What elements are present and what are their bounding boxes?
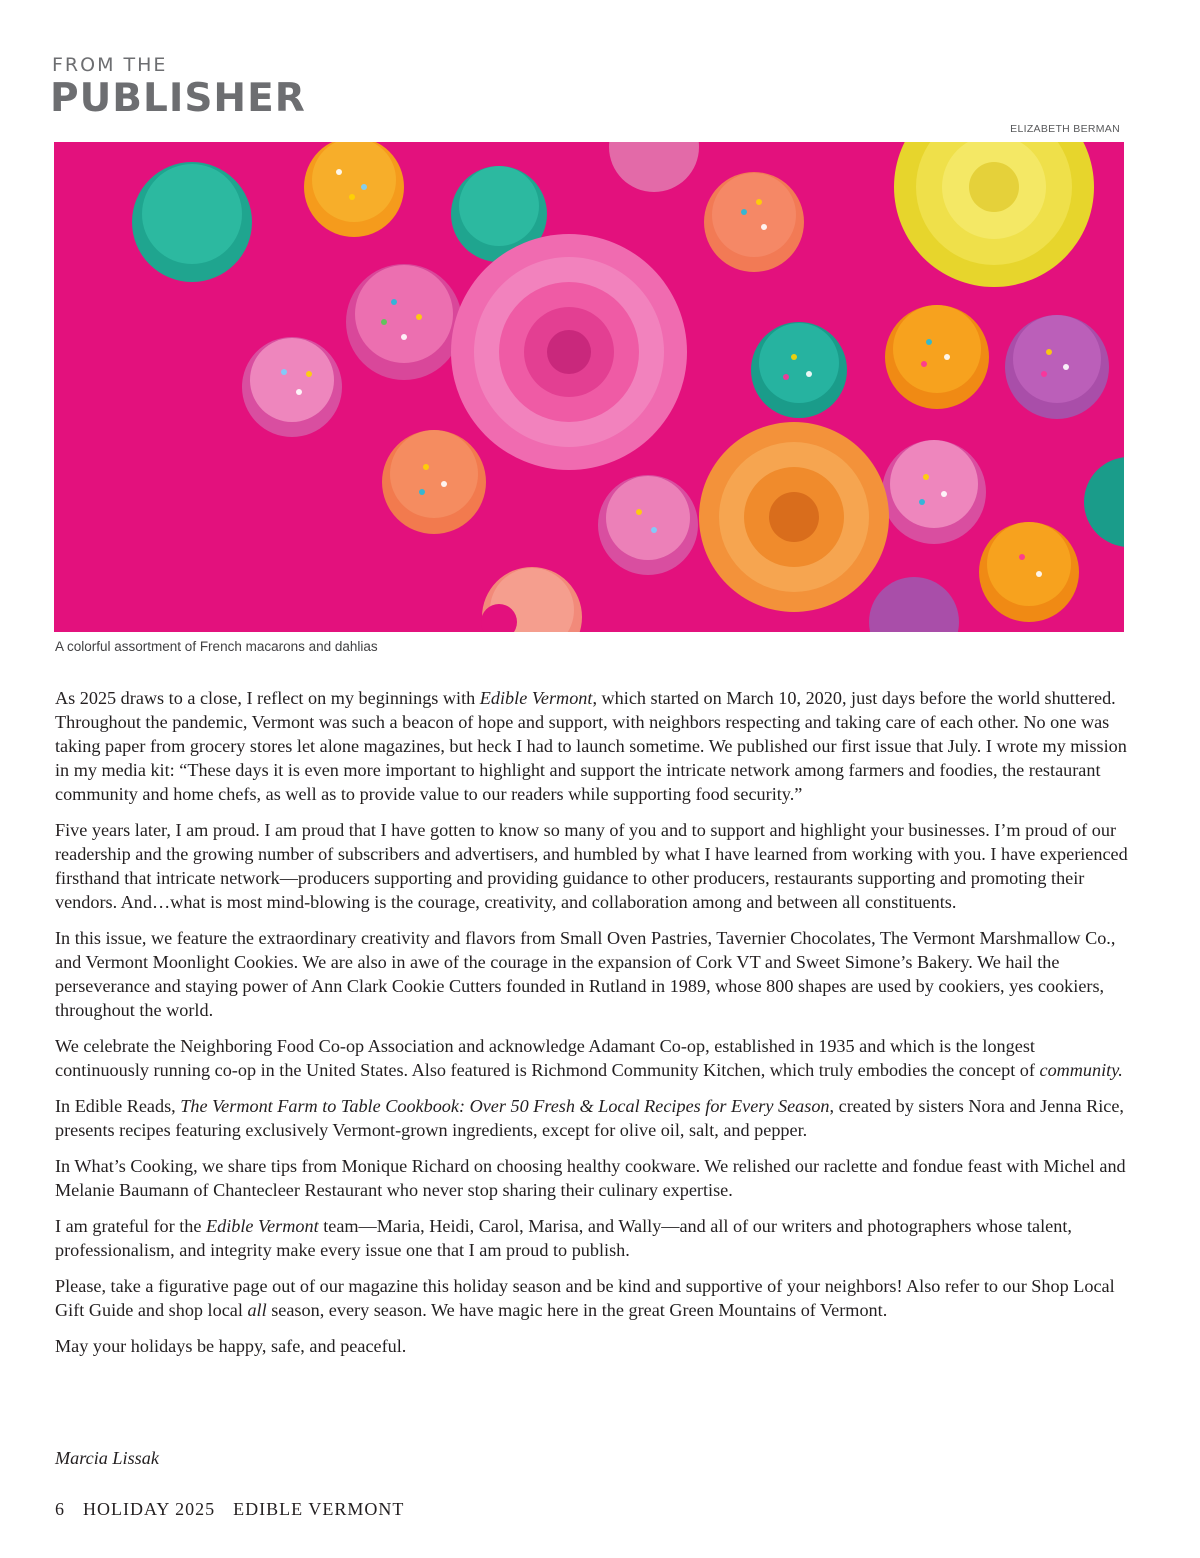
macarons-dahlias-photo [54, 142, 1124, 632]
photo-caption: A colorful assortment of French macarons and dahlias [55, 639, 378, 654]
paragraph-3: In this issue, we feature the extraordinary creativity and flavors from Small Oven Pastries, Tavernier Chocolates, The Vermont Marshmallow Co., and Vermont Moonlight Cookies. We are also in awe of the courage in the expansion of Cork VT and Sweet Simone’s Bakery. We hail the perseverance and staying power of Ann Clark Cookie Cutters founded in Rutland in 1989, whose 800 shapes are used by cookiers, yes cookiers, throughout the world. [55, 928, 1116, 1020]
macaron-orange-3 [382, 430, 486, 534]
page-number: 6 [55, 1499, 65, 1519]
paragraph-6: In What’s Cooking, we share tips from Monique Richard on choosing healthy cookware. We relished our raclette and fondue feast with Michel and Melanie Baumann of Chantecleer Restaurant who never stop sharing their culinary expertise. [55, 1156, 1126, 1200]
macaron-teal-1 [132, 162, 252, 282]
issue-label: HOLIDAY 2025 [83, 1499, 216, 1519]
paragraph-2: Five years later, I am proud. I am proud that I have gotten to know so many of you and to support and highlight your businesses. I’m proud of our readership and the growing number of subscribers and advertisers, and humbled by what I have learned from working with you. I have experienced firsthand that intricate network—producers supporting and providing guidance to other producers, restaurants supporting and promoting their vendors. And…what is most mind-blowing is the courage, creativity, and collaboration among and between all constituents. [55, 820, 1128, 912]
paragraph-7: I am grateful for the Edible Vermont team—Maria, Heidi, Carol, Marisa, and Wally—and all of our writers and photographers whose talent, professionalism, and integrity make every issue one that I am proud to publish. [55, 1216, 1072, 1260]
paragraph-5: In Edible Reads, The Vermont Farm to Table Cookbook: Over 50 Fresh & Local Recipes for Every Season, created by sisters Nora and Jenna Rice, presents recipes featuring exclusively Vermont-grown ingredients, except for olive oil, salt, and pepper. [55, 1096, 1124, 1140]
dahlia-pink [451, 234, 687, 470]
photo-credit: ELIZABETH BERMAN [1010, 123, 1120, 135]
letter-body [55, 686, 1130, 1370]
macaron-teal-3 [751, 322, 847, 418]
page-footer [55, 1499, 422, 1520]
dahlia-orange [699, 422, 889, 612]
macaron-pink-4 [882, 440, 986, 544]
paragraph-1: As 2025 draws to a close, I reflect on my beginnings with Edible Vermont, which started on March 10, 2020, just days before the world shuttered. Throughout the pandemic, Vermont was such a beacon of hope and support, with neighbors respecting and taking care of each other. No one was taking paper from grocery stores let alone magazines, but heck I had to launch sometime. We published our first issue that July. I wrote my mission in my media kit: “These days it is even more important to highlight and support the intricate network among farmers and foodies, the restaurant community and home chefs, as well as to provide value to our readers while supporting food security.” [55, 688, 1127, 804]
paragraph-8: Please, take a figurative page out of our magazine this holiday season and be kind and supportive of your neighbors! Also refer to our Shop Local Gift Guide and shop local all season, every season. We have magic here in the great Green Mountains of Vermont. [55, 1276, 1115, 1320]
signature: Marcia Lissak [55, 1448, 159, 1468]
macaron-peach [704, 172, 804, 272]
macaron-pink-2 [242, 337, 342, 437]
macaron-orange-4 [979, 522, 1079, 622]
macaron-purple [1005, 315, 1109, 419]
page-title: PUBLISHER [50, 76, 306, 121]
macaron-pink-1 [346, 264, 462, 380]
macaron-pink-3 [598, 475, 698, 575]
paragraph-4: We celebrate the Neighboring Food Co-op Association and acknowledge Adamant Co-op, established in 1935 and which is the longest continuously running co-op in the United States. Also featured is Richmond Community Kitchen, which truly embodies the concept of community. [55, 1036, 1123, 1080]
macaron-orange-2 [885, 305, 989, 409]
paragraph-9: May your holidays be happy, safe, and peaceful. [55, 1336, 407, 1356]
magazine-name: EDIBLE VERMONT [233, 1499, 405, 1519]
section-kicker: FROM THE [52, 54, 168, 76]
